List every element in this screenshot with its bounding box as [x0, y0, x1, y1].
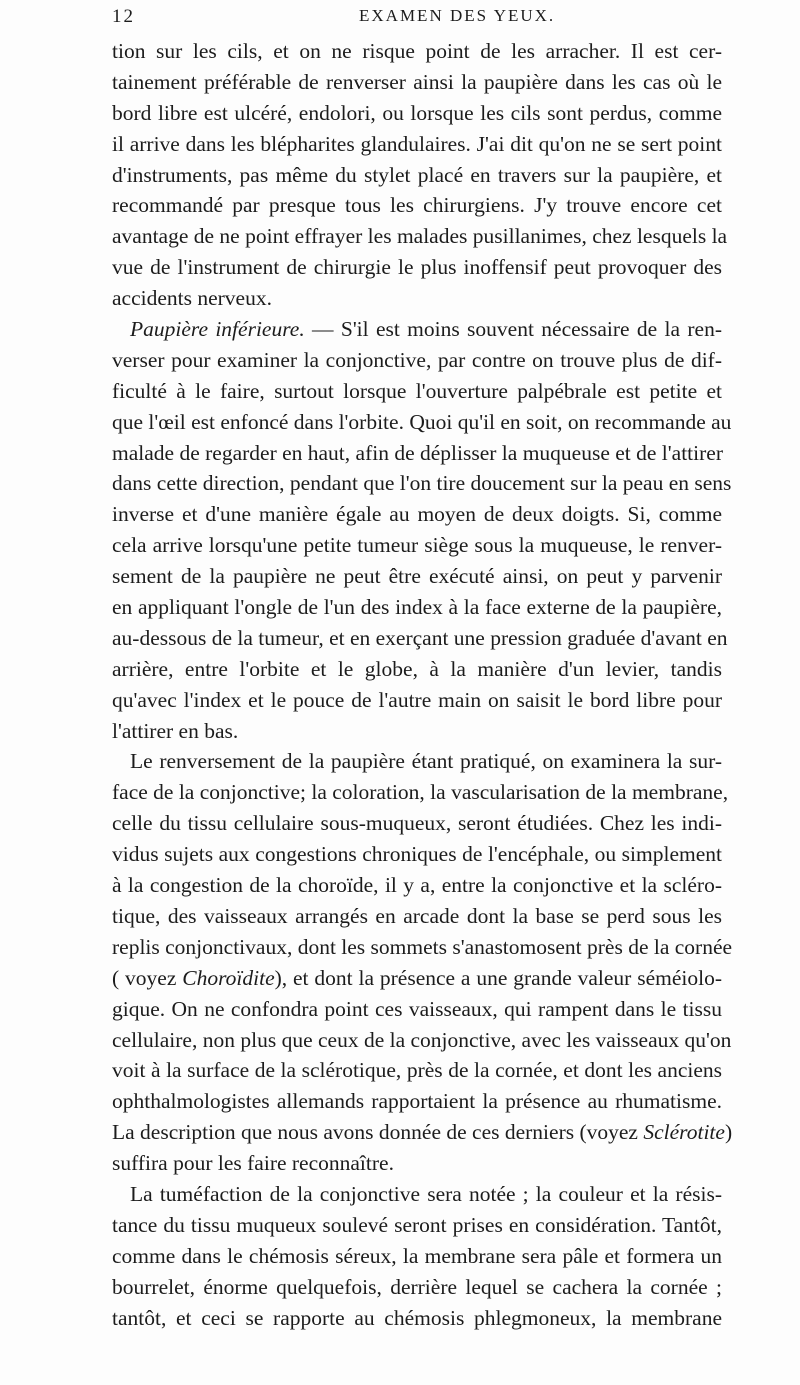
page-number: 12 — [112, 6, 135, 27]
text-line: en appliquant l'ongle de l'un des index à la face externe de la paupière, — [112, 595, 722, 620]
text-line — [112, 1117, 733, 1148]
text-line: vue de l'instrument de chirurgie le plus inoffensif peut provoquer des — [112, 255, 722, 280]
text-line: vidus sujets aux congestions chroniques de l'encéphale, ou simplement — [112, 842, 722, 867]
text-line: accidents nerveux. — [112, 286, 272, 311]
text-line — [112, 963, 722, 994]
text-line: malade de regarder en haut, afin de déplisser la muqueuse et de l'attirer — [112, 440, 723, 465]
text-line: verser pour examiner la conjonctive, par contre on trouve plus de dif- — [112, 347, 722, 372]
text-line: d'instruments, pas même du stylet placé en travers sur la paupière, et — [112, 162, 722, 187]
text-line: à la congestion de la choroïde, il y a, entre la conjonctive et la scléro- — [112, 873, 722, 898]
text-line: celle du tissu cellulaire sous-muqueux, seront étudiées. Chez les indi- — [112, 811, 722, 836]
text-line: voit à la surface de la sclérotique, près de la cornée, et dont les anciens — [112, 1058, 722, 1083]
cross-reference: Sclérotite — [643, 1120, 725, 1145]
text-fragment: ( voyez — [112, 965, 183, 990]
text-line: tion sur les cils, et on ne risque point de les arracher. Il est cer- — [112, 39, 722, 63]
text-line: dans cette direction, pendant que l'on tire doucement sur la peau en sens — [112, 471, 732, 496]
text-line: tique, des vaisseaux arrangés en arcade dont la base se perd sous les — [112, 903, 722, 928]
text-line: ficulté à le faire, surtout lorsque l'ouverture palpébrale est petite et — [112, 378, 722, 403]
text-fragment: La description que nous avons donnée de ces derniers (voyez — [112, 1120, 644, 1145]
text-line: au-dessous de la tumeur, et en exerçant une pression graduée d'avant en — [112, 625, 728, 650]
running-title: EXAMEN DES YEUX. — [359, 6, 556, 25]
text-line: face de la conjonctive; la coloration, la vascularisation de la membrane, — [112, 780, 729, 805]
text-line: comme dans le chémosis séreux, la membrane sera pâle et formera un — [112, 1243, 722, 1268]
text-fragment: ) — [724, 1120, 733, 1145]
section-heading-rest: — S'il est moins souvent nécessaire de la ren- — [304, 317, 723, 342]
text-line: inverse et d'une manière égale au moyen de deux doigts. Si, comme — [112, 502, 722, 527]
text-line: gique. On ne confondra point ces vaisseaux, qui rampent dans le tissu — [112, 996, 722, 1021]
body-text — [112, 36, 733, 1333]
text-line: l'attirer en bas. — [112, 718, 239, 743]
text-line: tainement préférable de renverser ainsi la paupière dans les cas où le — [112, 69, 722, 94]
text-line: ophthalmologistes allemands rapportaient la présence au rhumatisme. — [112, 1089, 722, 1114]
section-heading: Paupière inférieure. — [130, 317, 305, 342]
cross-reference: Choroïdite — [182, 965, 275, 990]
section-heading-line — [112, 314, 722, 345]
text-line: La tuméfaction de la conjonctive sera notée ; la couleur et la résis- — [130, 1181, 722, 1206]
text-line: que l'œil est enfoncé dans l'orbite. Quoi qu'il en soit, on recommande au — [112, 409, 732, 434]
text-line: replis conjonctivaux, dont les sommets s'anastomosent près de la cornée — [112, 934, 733, 959]
text-line: recommandé par presque tous les chirurgiens. J'y trouve encore cet — [112, 193, 722, 218]
text-line: bord libre est ulcéré, endolori, ou lorsque les cils sont perdus, comme — [112, 100, 722, 125]
text-line: tance du tissu muqueux soulevé seront prises en considération. Tantôt, — [112, 1212, 722, 1237]
text-line: cellulaire, non plus que ceux de la conjonctive, avec les vaisseaux qu'on — [112, 1027, 732, 1052]
page-header — [112, 6, 712, 34]
text-line: suffira pour les faire reconnaître. — [112, 1151, 394, 1176]
text-line: sement de la paupière ne peut être exécuté ainsi, on peut y parvenir — [112, 564, 722, 589]
text-line: tantôt, et ceci se rapporte au chémosis phlegmoneux, la membrane — [112, 1305, 722, 1330]
text-line: cela arrive lorsqu'une petite tumeur siège sous la muqueuse, le renver- — [112, 533, 722, 558]
text-line: arrière, entre l'orbite et le globe, à la manière d'un levier, tandis — [112, 656, 722, 681]
text-line: il arrive dans les blépharites glandulaires. J'ai dit qu'on ne se sert point — [112, 131, 722, 156]
text-fragment: ), et dont la présence a une grande valeur séméiolo- — [274, 965, 722, 990]
text-line: bourrelet, énorme quelquefois, derrière lequel se cachera la cornée ; — [112, 1274, 722, 1299]
text-line: Le renversement de la paupière étant pratiqué, on examinera la sur- — [130, 749, 722, 774]
text-line: avantage de ne point effrayer les malades pusillanimes, chez lesquels la — [112, 224, 728, 249]
text-line: qu'avec l'index et le pouce de l'autre main on saisit le bord libre pour — [112, 687, 722, 712]
